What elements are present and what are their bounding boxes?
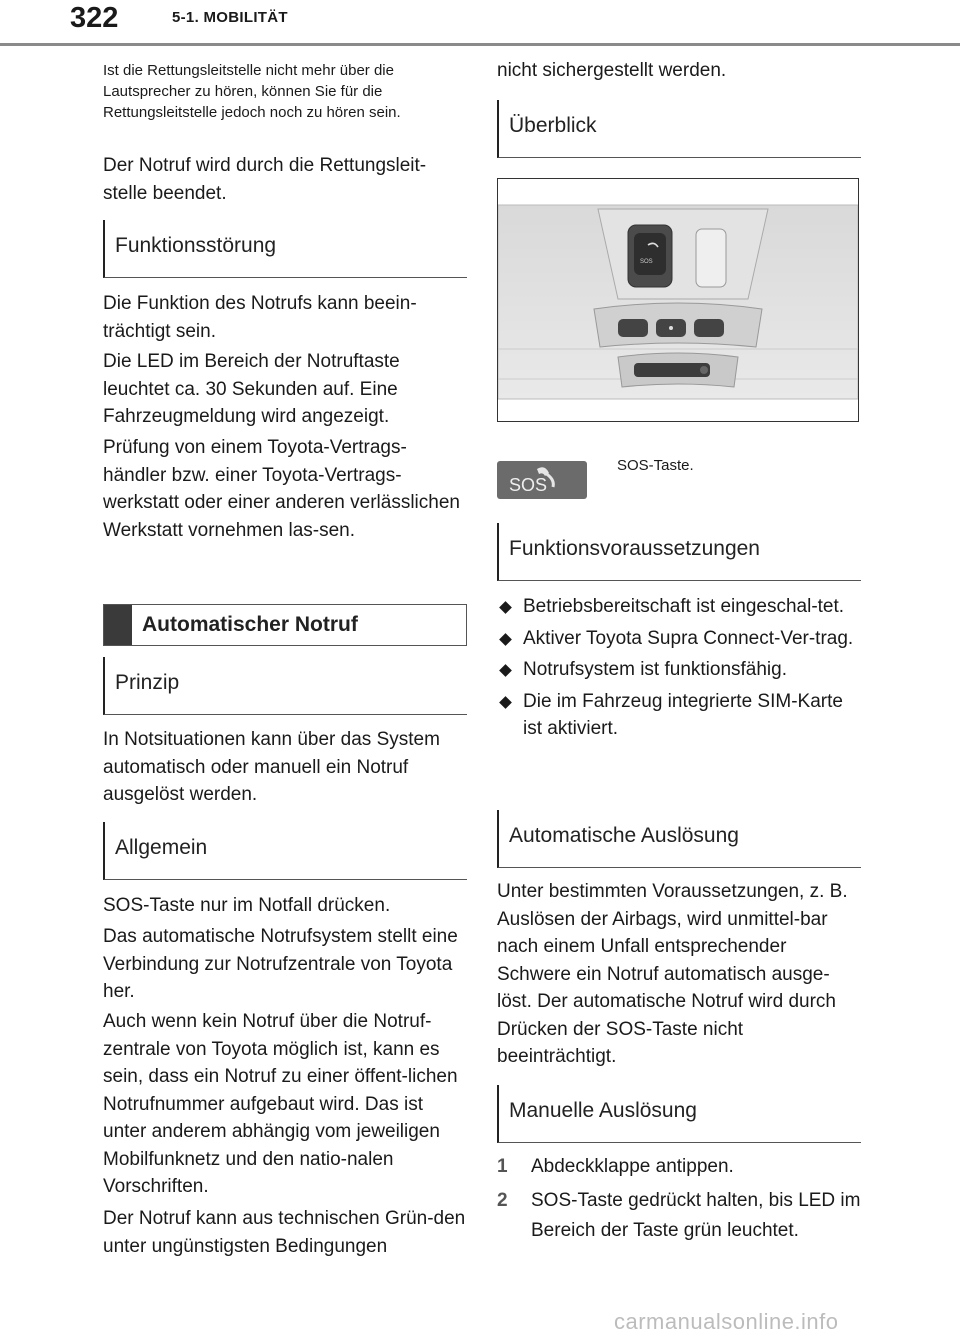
- list-item: Aktiver Toyota Supra Connect-Ver-trag.: [497, 625, 861, 653]
- page-number: 322: [70, 2, 119, 34]
- heading-text: Manuelle Auslösung: [509, 1099, 697, 1122]
- note-paragraph: Ist die Rettungsleitstelle nicht mehr über die Lautsprecher zu hören, können Sie für die Rettungsleitstelle jedoch noch zu hören sein.: [103, 62, 401, 121]
- page-header: [0, 0, 960, 46]
- paragraph: Das automatische Notrufsystem stellt eine Verbindung zur Notrufzentrale von Toyota her.: [103, 926, 458, 1002]
- heading-prinzip: [103, 657, 467, 715]
- heading-text: Funktionsvoraussetzungen: [509, 537, 760, 560]
- list-item: Notrufsystem ist funktionsfähig.: [497, 656, 861, 684]
- list-item: Betriebsbereitschaft ist eingeschal-tet.: [497, 593, 861, 621]
- step-number: 2: [497, 1190, 508, 1211]
- paragraph: Prüfung von einem Toyota-Vertrags-händler bzw. einer Toyota-Vertrags-werkstatt oder einer anderen verlässlichen Werkstatt vornehmen las-sen.: [103, 437, 460, 541]
- heading-bar: [104, 605, 132, 645]
- sos-key-icon: [497, 461, 587, 499]
- step-text: Abdeckklappe antippen.: [531, 1156, 734, 1177]
- paragraph: Der Notruf wird durch die Rettungsleit-stelle beendet.: [103, 155, 427, 204]
- legend-text: SOS-Taste.: [617, 457, 694, 474]
- heading-funktionsvoraussetzungen: [497, 523, 861, 581]
- steps-list: [497, 1152, 861, 1250]
- step-text: SOS-Taste gedrückt halten, bis LED im Bereich der Taste grün leuchtet.: [531, 1190, 861, 1241]
- step-item: [497, 1152, 861, 1182]
- heading-manuelle-ausloesung: [497, 1085, 861, 1143]
- console-drawing: [498, 179, 858, 421]
- paragraph: Der Notruf kann aus technischen Grün-den unter ungünstigsten Bedingungen: [103, 1208, 466, 1257]
- heading-text: Automatische Auslösung: [509, 824, 739, 847]
- heading-text: Prinzip: [115, 671, 180, 694]
- watermark: carmanualsonline.info: [614, 1309, 839, 1334]
- section-title: 5-1. MOBILITÄT: [172, 9, 288, 26]
- heading-allgemein: [103, 822, 467, 880]
- paragraph: SOS-Taste nur im Notfall drücken.: [103, 895, 391, 916]
- heading-text: Überblick: [509, 114, 597, 137]
- step-number: 1: [497, 1156, 508, 1177]
- heading-automatische-ausloesung: [497, 810, 861, 868]
- legend-row: [497, 449, 861, 509]
- heading-text: Allgemein: [115, 836, 208, 859]
- paragraph-continued: nicht sichergestellt werden.: [497, 60, 727, 81]
- paragraph: Die Funktion des Notrufs kann beein-trächtigt sein.: [103, 293, 417, 342]
- svg-text:SOS: SOS: [640, 259, 653, 265]
- requirements-list: [497, 593, 861, 747]
- heading-text: Funktionsstörung: [115, 234, 277, 257]
- heading-funktionsstoerung: [103, 220, 467, 278]
- paragraph: Unter bestimmten Voraussetzungen, z. B. Auslösen der Airbags, wird unmittel-bar nach einem Unfall entsprechender Schwere ein Notruf automatisch ausge-löst. Der automatische Notruf wird durch Drücken der SOS-Taste nicht beeinträchtigt.: [497, 881, 848, 1067]
- overhead-console-illustration: [497, 178, 859, 422]
- step-item: [497, 1186, 861, 1246]
- heading-automatischer-notruf: [103, 604, 467, 646]
- paragraph: Auch wenn kein Notruf über die Notruf-zentrale von Toyota möglich ist, kann es sein, dass ein Notruf zu einer öffent-lichen Notrufnummer aufgebaut wird. Das ist unter anderem abhängig vom jeweiligen Mobilfunknetz und den natio-nalen Vorschriften.: [103, 1011, 458, 1197]
- list-item: Die im Fahrzeug integrierte SIM-Karte ist aktiviert.: [497, 688, 861, 743]
- header-rule: [0, 43, 960, 46]
- paragraph: Die LED im Bereich der Notruftaste leuchtet ca. 30 Sekunden auf. Eine Fahrzeugmeldung wird angezeigt.: [103, 351, 400, 427]
- heading-text: Automatischer Notruf: [142, 613, 358, 636]
- sos-key-label: SOS: [509, 475, 548, 495]
- paragraph: In Notsituationen kann über das System automatisch oder manuell ein Notruf ausgelöst werden.: [103, 729, 440, 805]
- heading-ueberblick: [497, 100, 861, 158]
